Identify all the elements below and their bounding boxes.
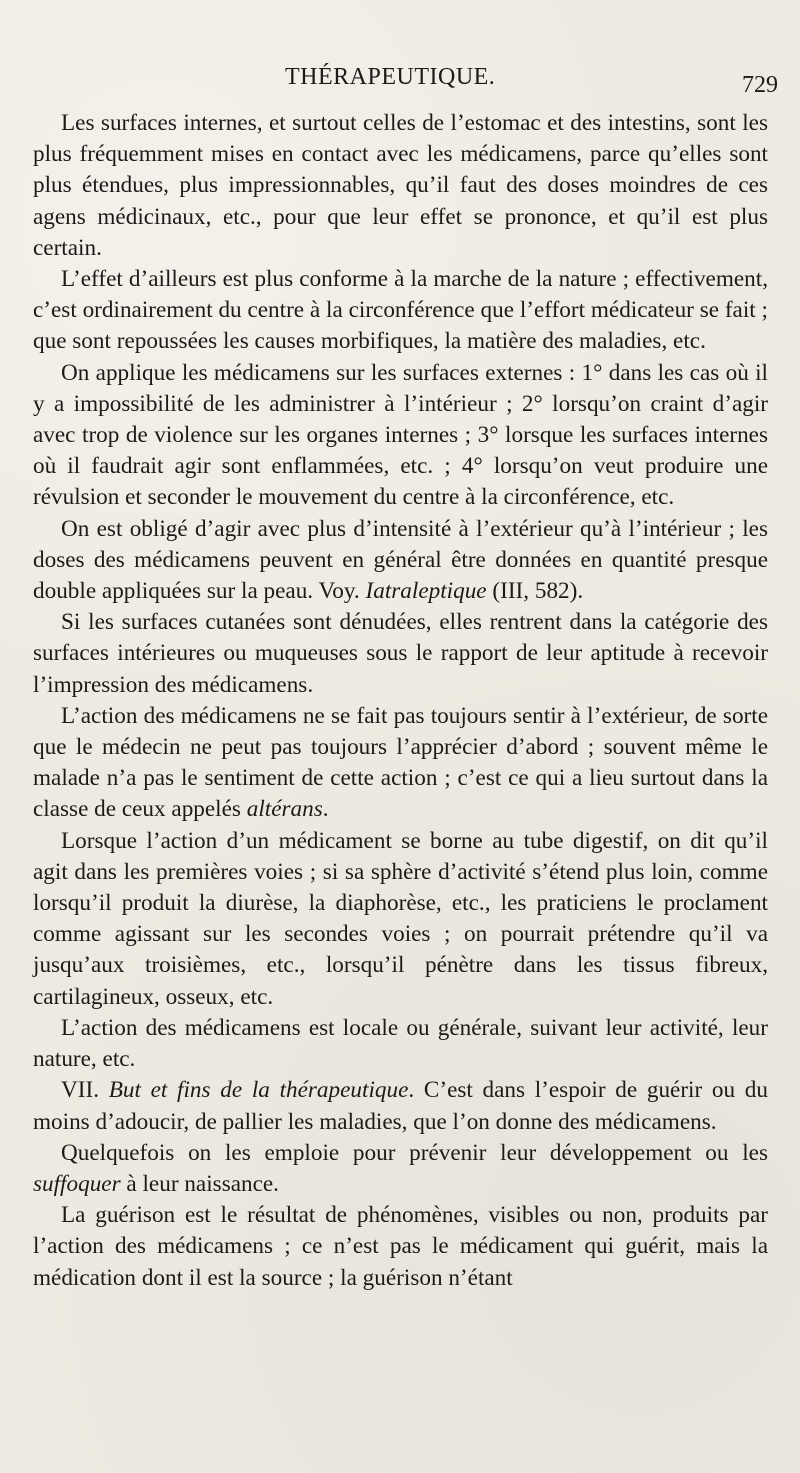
paragraph-4-text: On est obligé d’agir avec plus d’intensité à l’extérieur qu’à l’intérieur ; les doses des médicamens peuvent en général être données en quantité presque double appliquées sur la peau. Voy. <box>33 515 768 605</box>
paragraph-10-text: Quelquefois on les emploie pour prévenir leur développement ou les <box>61 1139 768 1166</box>
paragraph-4 <box>33 514 768 608</box>
body-text <box>33 108 768 1294</box>
paragraph-3: On applique les médicamens sur les surfaces externes : 1° dans les cas où il y a impossibilité de les administrer à l’intérieur ; 2° lorsqu’on craint d’agir avec trop de violence sur les organes internes ; 3° lorsque les surfaces internes où il faudrait agir sont enflammées, etc. ; 4° lorsqu’on veut produire une révulsion et seconder le mouvement du centre à la circonférence, etc. <box>33 359 768 511</box>
section-title: But et fins de la thérapeutique <box>108 1077 409 1104</box>
paragraph-7: Lorsque l’action d’un médicament se borne au tube digestif, on dit qu’il agit dans les premières voies ; si sa sphère d’activité s’étend plus loin, comme lorsqu’il produit la diurèse, la diaphorèse, etc., les praticiens le proclament comme agissant sur les secondes voies ; on pourrait prétendre qu’il va jusqu’aux troisièmes, etc., lorsqu’il pénètre dans les tissus fibreux, cartilagineux, osseux, etc. <box>33 827 768 1010</box>
paragraph-6-end: . <box>322 796 329 823</box>
paragraph-9-text: . C’est dans l’espoir de guérir ou du moins d’adoucir, de pallier les maladies, que l’on donne des médicamens. <box>33 1077 768 1135</box>
paragraph-4-italic: Iatraleptique <box>365 578 487 605</box>
paragraph-4-end: (III, 582). <box>486 578 584 605</box>
section-number: VII. <box>61 1077 109 1104</box>
paragraph-10 <box>33 1138 768 1200</box>
paragraph-9 <box>33 1075 768 1137</box>
paragraph-11: La guérison est le résultat de phénomènes, visibles ou non, produits par l’action des médicamens ; ce n’est pas le médicament qui guérit, mais la médication dont il est la source ; la guérison n’étant <box>33 1202 768 1291</box>
paragraph-2: L’effet d’ailleurs est plus conforme à la marche de la nature ; effectivement, c’est ordinairement du centre à la circonférence que l’effort médicateur se fait ; que sont repoussées les causes morbifiques, la matière des maladies, etc. <box>33 266 768 355</box>
page-header <box>0 64 800 104</box>
paragraph-5: Si les surfaces cutanées sont dénudées, elles rentrent dans la catégorie des surfaces intérieures ou muqueuses sous le rapport de leur aptitude à recevoir l’impression des médicamens. <box>33 609 768 698</box>
paragraph-6 <box>33 701 768 826</box>
page-number: 729 <box>742 72 778 98</box>
paragraph-10-italic: suffoquer <box>33 1170 121 1197</box>
running-title: THÉRAPEUTIQUE. <box>285 64 496 90</box>
paragraph-10-end: à leur naissance. <box>120 1170 279 1197</box>
paragraph-8: L’action des médicamens est locale ou générale, suivant leur activité, leur nature, etc. <box>33 1014 768 1073</box>
paragraph-6-text: L’action des médicamens ne se fait pas toujours sentir à l’extérieur, de sorte que le médecin ne peut pas toujours l’apprécier d’abord ; souvent même le malade n’a pas le sentiment de cette action ; c’est ce qui a lieu surtout dans la classe de ceux appelés <box>33 702 768 823</box>
paragraph-6-italic: altérans <box>246 796 323 823</box>
paragraph-1: Les surfaces internes, et surtout celles de l’estomac et des intestins, sont les plus fréquemment mises en contact avec les médicamens, parce qu’elles sont plus étendues, plus impressionnables, qu’il faut des doses moindres de ces agens médicinaux, etc., pour que leur effet se prononce, et qu’il est plus certain. <box>33 110 768 261</box>
